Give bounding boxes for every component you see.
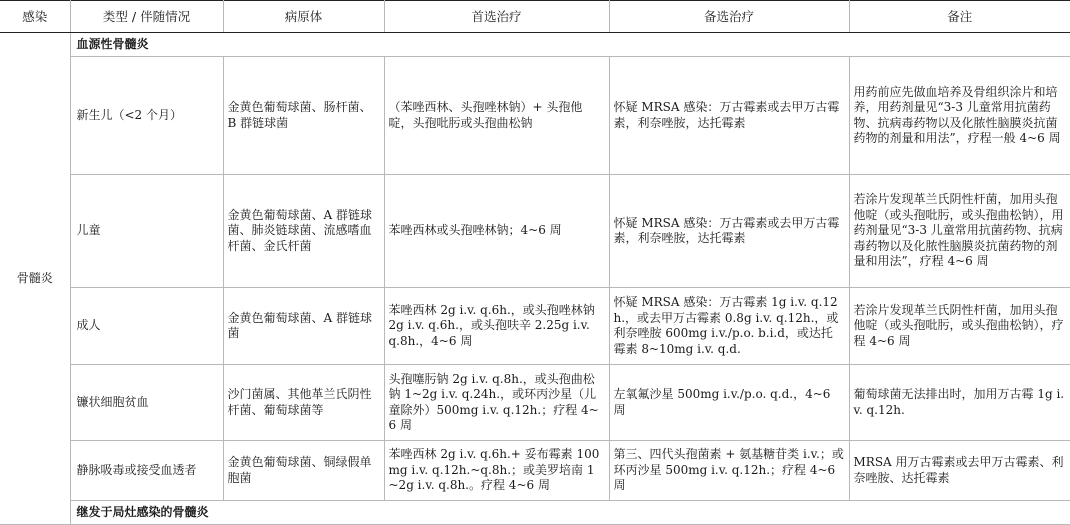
table-row — [0, 365, 1070, 441]
notes-cell: MRSA 用万古霉素或去甲万古霉素、利奈唑胺、达托霉素 — [849, 441, 1070, 501]
header-pathogen: 病原体 — [223, 1, 384, 33]
header-type: 类型 / 伴随情况 — [70, 1, 223, 33]
section-secondary: 继发于局灶感染的骨髓炎 — [70, 501, 1070, 525]
type-cell: 新生儿（<2 个月） — [70, 57, 223, 175]
first-line-cell: 苯唑西林 2g i.v. q.6h.+ 妥布霉素 100mg i.v. q.12h.~q.8h.；或美罗培南 1~2g i.v. q.8h.。疗程 4~6 周 — [384, 441, 609, 501]
infection-name: 骨髓炎 — [0, 33, 70, 525]
table-row — [0, 57, 1070, 175]
alternative-cell: 第三、四代头孢菌素 + 氨基糖苷类 i.v.；或环丙沙星 500mg i.v. q.12h.；疗程 4~6 周 — [609, 441, 849, 501]
notes-cell: 若涂片发现革兰氏阴性杆菌，加用头孢他啶（或头孢吡肟，或头孢曲松钠），用药剂量见“3-3 儿童常用抗菌药物、抗病毒药物以及化脓性脑膜炎抗菌药物的剂量和用法”，疗程 4~6 周 — [849, 175, 1070, 288]
alternative-cell: 怀疑 MRSA 感染：万古霉素或去甲万古霉素，利奈唑胺，达托霉素 — [609, 57, 849, 175]
notes-cell: 若涂片发现革兰氏阴性杆菌，加用头孢他啶（或头孢吡肟，或头孢曲松钠），疗程 4~6 周 — [849, 288, 1070, 365]
header-infection: 感染 — [0, 1, 70, 33]
pathogen-cell: 金黄色葡萄球菌、铜绿假单胞菌 — [223, 441, 384, 501]
pathogen-cell: 金黄色葡萄球菌、肠杆菌、B 群链球菌 — [223, 57, 384, 175]
table-row — [0, 441, 1070, 501]
type-cell: 静脉吸毒或接受血透者 — [70, 441, 223, 501]
alternative-cell: 怀疑 MRSA 感染：万古霉素或去甲万古霉素，利奈唑胺，达托霉素 — [609, 175, 849, 288]
type-cell: 成人 — [70, 288, 223, 365]
pathogen-cell: 沙门菌属、其他革兰氏阴性杆菌、葡萄球菌等 — [223, 365, 384, 441]
type-cell: 镰状细胞贫血 — [70, 365, 223, 441]
pathogen-cell: 金黄色葡萄球菌、A 群链球菌、肺炎链球菌、流感嗜血杆菌、金氏杆菌 — [223, 175, 384, 288]
first-line-cell: 苯唑西林或头孢唑林钠；4~6 周 — [384, 175, 609, 288]
header-first-line: 首选治疗 — [384, 1, 609, 33]
header-alternative: 备选治疗 — [609, 1, 849, 33]
first-line-cell: 头孢噻肟钠 2g i.v. q.8h.，或头孢曲松钠 1~2g i.v. q.24h.，或环丙沙星（儿童除外）500mg i.v. q.12h.；疗程 4~6 周 — [384, 365, 609, 441]
notes-cell: 葡萄球菌无法排出时，加用万古霉 1g i.v. q.12h. — [849, 365, 1070, 441]
table-row — [0, 288, 1070, 365]
first-line-cell: 苯唑西林 2g i.v. q.6h.，或头孢唑林钠 2g i.v. q.6h.，或头孢呋辛 2.25g i.v. q.8h.，4~6 周 — [384, 288, 609, 365]
section-row-secondary — [0, 501, 1070, 525]
section-row-hematogenous — [0, 33, 1070, 57]
header-row — [0, 1, 1070, 33]
alternative-cell: 左氧氟沙星 500mg i.v./p.o. q.d.，4~6 周 — [609, 365, 849, 441]
type-cell: 儿童 — [70, 175, 223, 288]
header-notes: 备注 — [849, 1, 1070, 33]
notes-cell: 用药前应先做血培养及骨组织涂片和培养，用药剂量见“3-3 儿童常用抗菌药物、抗病毒药物以及化脓性脑膜炎抗菌药物的剂量和用法”，疗程一般 4~6 周 — [849, 57, 1070, 175]
first-line-cell: （苯唑西林、头孢唑林钠）+ 头孢他啶，头孢吡肟或头孢曲松钠 — [384, 57, 609, 175]
alternative-cell: 怀疑 MRSA 感染：万古霉素 1g i.v. q.12h.，或去甲万古霉素 0.8g i.v. q.12h.，或利奈唑胺 600mg i.v./p.o. b.i.d，或达托霉素 8~10mg i.v. q.d. — [609, 288, 849, 365]
table-row — [0, 175, 1070, 288]
section-hematogenous: 血源性骨髓炎 — [70, 33, 1070, 57]
pathogen-cell: 金黄色葡萄球菌、A 群链球菌 — [223, 288, 384, 365]
